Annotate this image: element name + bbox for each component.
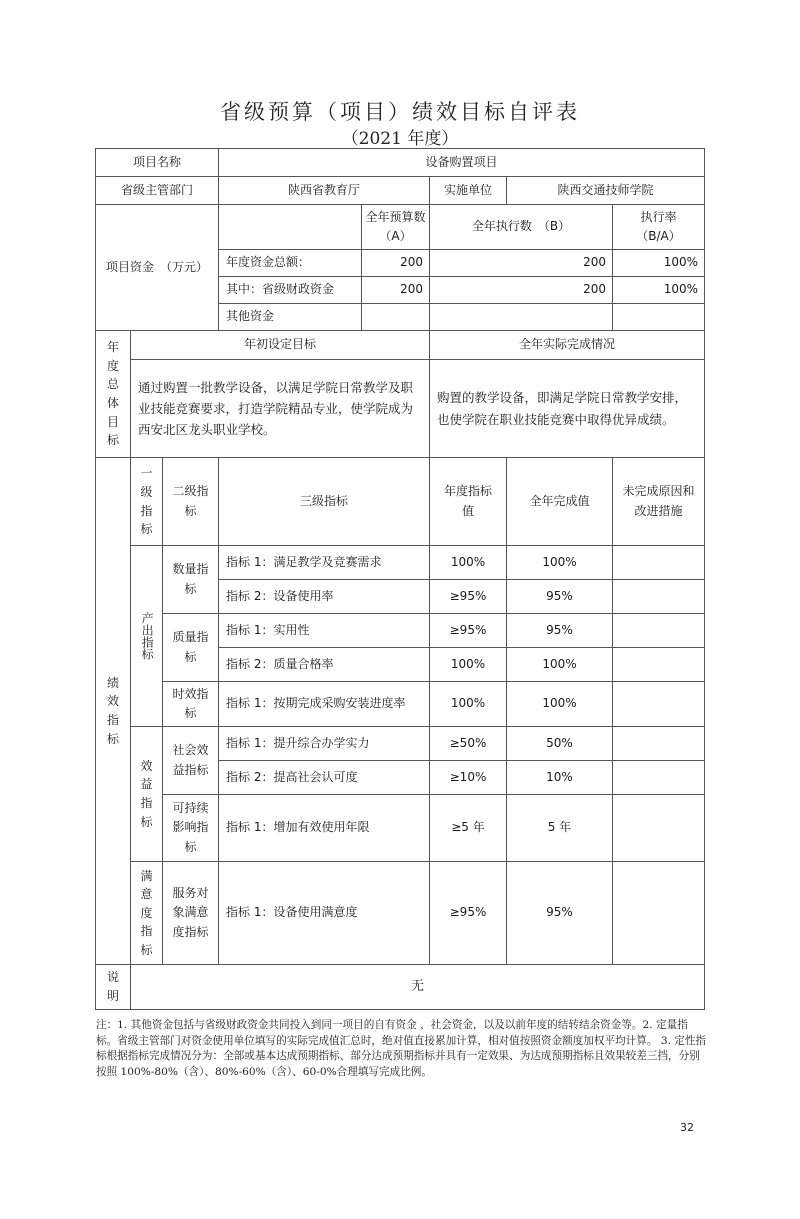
remarks-label: 说明 — [95, 964, 131, 1010]
funds-row-name: 其他资金 — [218, 303, 362, 331]
indicator-actual: 100% — [506, 681, 613, 727]
goals-label: 年度总体目标 — [95, 330, 131, 458]
group-timeliness: 时效指标 — [162, 681, 219, 727]
funds-row-exec: 200 — [429, 276, 613, 304]
indicator-reason — [612, 760, 705, 795]
group-quantity: 数量指标 — [162, 545, 219, 614]
funds-blank-header — [218, 204, 362, 250]
indicator-name: 指标 1：实用性 — [218, 613, 430, 648]
unit-label: 实施单位 — [429, 176, 507, 205]
funds-row-rate: 100% — [612, 249, 705, 277]
indicator-actual: 100% — [506, 647, 613, 682]
funds-label: 项目资金 （万元） — [95, 204, 219, 331]
funds-row-name: 其中：省级财政资金 — [218, 276, 362, 304]
group-satisfaction: 服务对象满意度指标 — [162, 861, 219, 965]
goals-initial-header: 年初设定目标 — [130, 330, 430, 360]
satisfaction-indicators-label: 满意度指标 — [130, 861, 163, 965]
col-budget-header: 全年预算数（A） — [361, 204, 430, 250]
indicator-reason — [612, 861, 705, 965]
group-quality: 质量指标 — [162, 613, 219, 682]
indicator-target: 100% — [429, 545, 507, 580]
level2-header: 二级指标 — [162, 457, 219, 546]
indicator-reason — [612, 647, 705, 682]
level3-header: 三级指标 — [218, 457, 430, 546]
dept-value: 陕西省教育厅 — [218, 176, 430, 205]
funds-row-name: 年度资金总额： — [218, 249, 362, 277]
indicator-actual: 100% — [506, 545, 613, 580]
indicator-reason — [612, 545, 705, 580]
indicator-name: 指标 1：按期完成采购安装进度率 — [218, 681, 430, 727]
col-rate-header: 执行率（B/A） — [612, 204, 705, 250]
benefit-indicators-label: 效益指标 — [130, 726, 163, 862]
actual-header: 全年完成值 — [506, 457, 613, 546]
group-sustainability: 可持续影响指标 — [162, 794, 219, 862]
indicator-name: 指标 2：设备使用率 — [218, 579, 430, 614]
indicator-reason — [612, 579, 705, 614]
indicator-target: ≥50% — [429, 726, 507, 761]
unit-value: 陕西交通技师学院 — [506, 176, 705, 205]
dept-label: 省级主管部门 — [95, 176, 219, 205]
output-indicators-text: 产出指标 — [140, 612, 155, 660]
goals-actual-header: 全年实际完成情况 — [429, 330, 705, 360]
reason-header: 未完成原因和改进措施 — [612, 457, 705, 546]
output-indicators-label — [130, 545, 163, 727]
target-header: 年度指标值 — [429, 457, 507, 546]
indicator-target: 100% — [429, 647, 507, 682]
indicators-label: 绩效指标 — [95, 457, 131, 965]
level1-header: 一级指标 — [130, 457, 163, 546]
project-name-label: 项目名称 — [95, 148, 219, 177]
indicator-name: 指标 1：提升综合办学实力 — [218, 726, 430, 761]
funds-row-budget — [361, 303, 430, 331]
funds-row-rate: 100% — [612, 276, 705, 304]
indicator-actual: 95% — [506, 861, 613, 965]
indicator-target: ≥10% — [429, 760, 507, 795]
indicator-name: 指标 1：增加有效使用年限 — [218, 794, 430, 862]
footnotes: 注：1. 其他资金包括与省级财政资金共同投入到同一项目的自有资金 、社会资金，以及以前年度的结转结余资金等。2. 定量指标。省级主管部门对资金使用单位填写的实际完成值汇总时，绝对值直接累加计算，相对值按照资金额度加权平均计算。 3. 定性指标根据指标完成情况分为：全部或基本达成预期指标、部分达成预期指标并具有一定效果、为达成预期指标且效果较差三挡，分别 按照 100%-80%（含）、80%-60%（含）、60-0%合理填写完成比例。 — [96, 1019, 707, 1078]
col-exec-header: 全年执行数 （B） — [429, 204, 613, 250]
project-name-value: 设备购置项目 — [218, 148, 705, 177]
indicator-name: 指标 2：提高社会认可度 — [218, 760, 430, 795]
indicator-target: ≥95% — [429, 861, 507, 965]
remarks-value: 无 — [130, 964, 705, 1010]
funds-row-exec — [429, 303, 613, 331]
indicator-target: ≥95% — [429, 613, 507, 648]
page-number: 32 — [680, 1121, 694, 1134]
indicator-target: ≥5 年 — [429, 794, 507, 862]
group-social-benefit: 社会效益指标 — [162, 726, 219, 795]
indicator-reason — [612, 726, 705, 761]
funds-row-budget: 200 — [361, 276, 430, 304]
funds-row-rate — [612, 303, 705, 331]
indicator-reason — [612, 613, 705, 648]
indicator-target: 100% — [429, 681, 507, 727]
indicator-name: 指标 1：满足教学及竞赛需求 — [218, 545, 430, 580]
indicator-actual: 10% — [506, 760, 613, 795]
funds-row-exec: 200 — [429, 249, 613, 277]
goals-initial-text: 通过购置一批教学设备，以满足学院日常教学及职业技能竞赛要求，打造学院精品专业，使学院成为西安北区龙头职业学校。 — [130, 359, 430, 458]
indicator-target: ≥95% — [429, 579, 507, 614]
indicator-reason — [612, 681, 705, 727]
indicator-actual: 95% — [506, 613, 613, 648]
indicator-name: 指标 1：设备使用满意度 — [218, 861, 430, 965]
indicator-name: 指标 2：质量合格率 — [218, 647, 430, 682]
goals-actual-text: 购置的教学设备，即满足学院日常教学安排，也使学院在职业技能竞赛中取得优异成绩。 — [429, 359, 705, 458]
page-subtitle: （2021 年度） — [341, 129, 459, 149]
funds-row-budget: 200 — [361, 249, 430, 277]
indicator-reason — [612, 794, 705, 862]
indicator-actual: 95% — [506, 579, 613, 614]
page-title: 省级预算（项目）绩效目标自评表 — [220, 100, 580, 124]
indicator-actual: 50% — [506, 726, 613, 761]
indicator-actual: 5 年 — [506, 794, 613, 862]
